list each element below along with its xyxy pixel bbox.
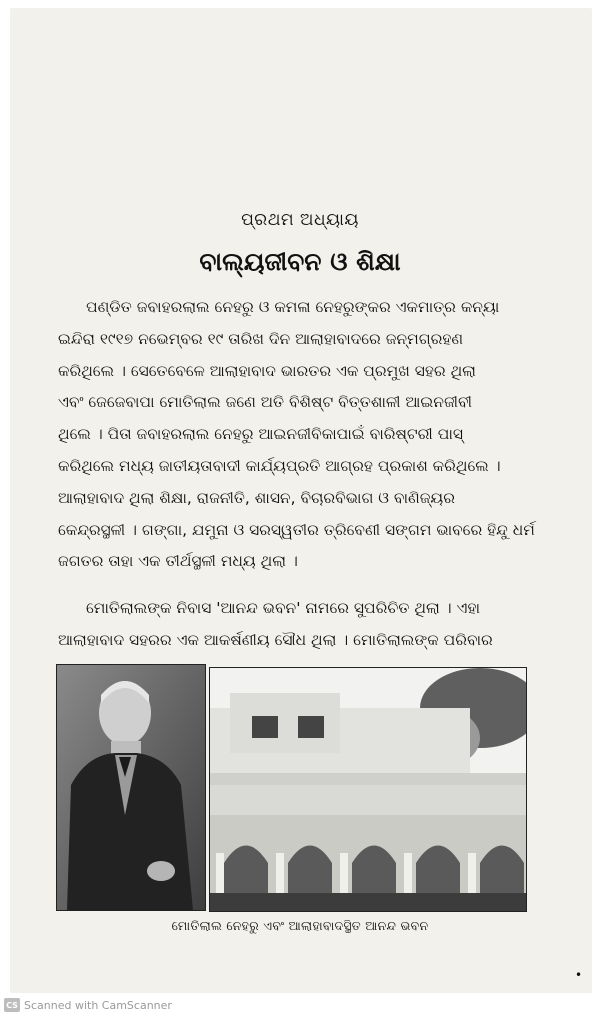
text-line: ମୋତିଲାଲଙ୍କ ନିବାସ 'ଆନନ୍ଦ ଭବନ' ନାମରେ ସୁପରିଚିତ ଥିଲା । ଏହା	[86, 599, 481, 617]
text-line: ଜଗତର ତାହା ଏକ ତୀର୍ଥସ୍ଥଳୀ ମଧ୍ୟ ଥିଲା ।	[58, 552, 298, 571]
photo-caption: ମୋତିଲାଲ ନେହରୁ ଏବଂ ଆଲାହାବାଦସ୍ଥିତ ଆନନ୍ଦ ଭବନ	[171, 918, 429, 933]
text-line: ପଣ୍ଡିତ ଜବାହରଲାଲ ନେହରୁ ଓ କମଳା ନେହରୁଙ୍କର ଏକମାତ୍ର କନ୍ୟା	[86, 298, 500, 316]
scanner-watermark	[4, 998, 172, 1012]
camscanner-logo: CS	[4, 998, 20, 1012]
paragraph-2	[58, 593, 558, 657]
motilal-nehru-portrait	[56, 664, 206, 911]
text-line: ଇନ୍ଦିରା ୧୯୧୭ ନଭେମ୍ବର ୧୯ ତାରିଖ ଦିନ ଆଲାହାବାଦରେ ଜନ୍ମଗ୍ରହଣ	[58, 329, 464, 348]
chapter-title: ବାଲ୍ୟଜୀବନ ଓ ଶିକ୍ଷା	[199, 247, 401, 276]
paragraph-1	[58, 292, 558, 578]
text-line: ଆଲାହାବାଦ ସହରର ଏକ ଆକର୍ଷଣୀୟ ସୌଧ ଥିଲା । ମୋତିଲାଲଙ୍କ ପରିବାର	[58, 630, 493, 649]
page-mark: •	[575, 968, 583, 982]
text-line: କରିଥିଲେ ମଧ୍ୟ ଜାତୀୟତାବାଦୀ କାର୍ଯ୍ୟପ୍ରତି ଆଗ୍ରହ ପ୍ରକାଶ କରିଥିଲେ ।	[58, 456, 501, 475]
text-line: ଥିଲେ । ପିତା ଜବାହରଲାଲ ନେହରୁ ଆଇନଜୀବିକାପାଇଁ ବାରିଷ୍ଟରୀ ପାସ୍	[58, 425, 463, 444]
text-line: କେନ୍ଦ୍ରସ୍ଥଳୀ । ଗଙ୍ଗା, ଯମୁନା ଓ ସରସ୍ୱତୀର ତ୍ରିବେଣୀ ସଙ୍ଗମ ଭାବରେ ହିନ୍ଦୁ ଧର୍ମ	[58, 520, 535, 539]
text-line: ଆଲାହାବାଦ ଥିଲା ଶିକ୍ଷା, ରାଜନୀତି, ଶାସନ, ବିଚାରବିଭାଗ ଓ ବାଣିଜ୍ୟର	[58, 488, 455, 507]
text-line: କରିଥିଲେ । ସେତେବେଳେ ଆଲାହାବାଦ ଭାରତର ଏକ ପ୍ରମୁଖ ସହର ଥିଲା	[58, 361, 476, 380]
text-line: ଏବଂ ଜେଜେବାପା ମୋତିଲାଲ ଜଣେ ଅତି ବିଶିଷ୍ଟ ବିତ୍ତଶାଳୀ ଆଇନଜୀବୀ	[58, 393, 473, 412]
chapter-heading: ପ୍ରଥମ ଅଧ୍ୟାୟ	[241, 210, 359, 230]
watermark-text: Scanned with CamScanner	[24, 998, 172, 1012]
anand-bhavan-photo	[209, 667, 527, 912]
